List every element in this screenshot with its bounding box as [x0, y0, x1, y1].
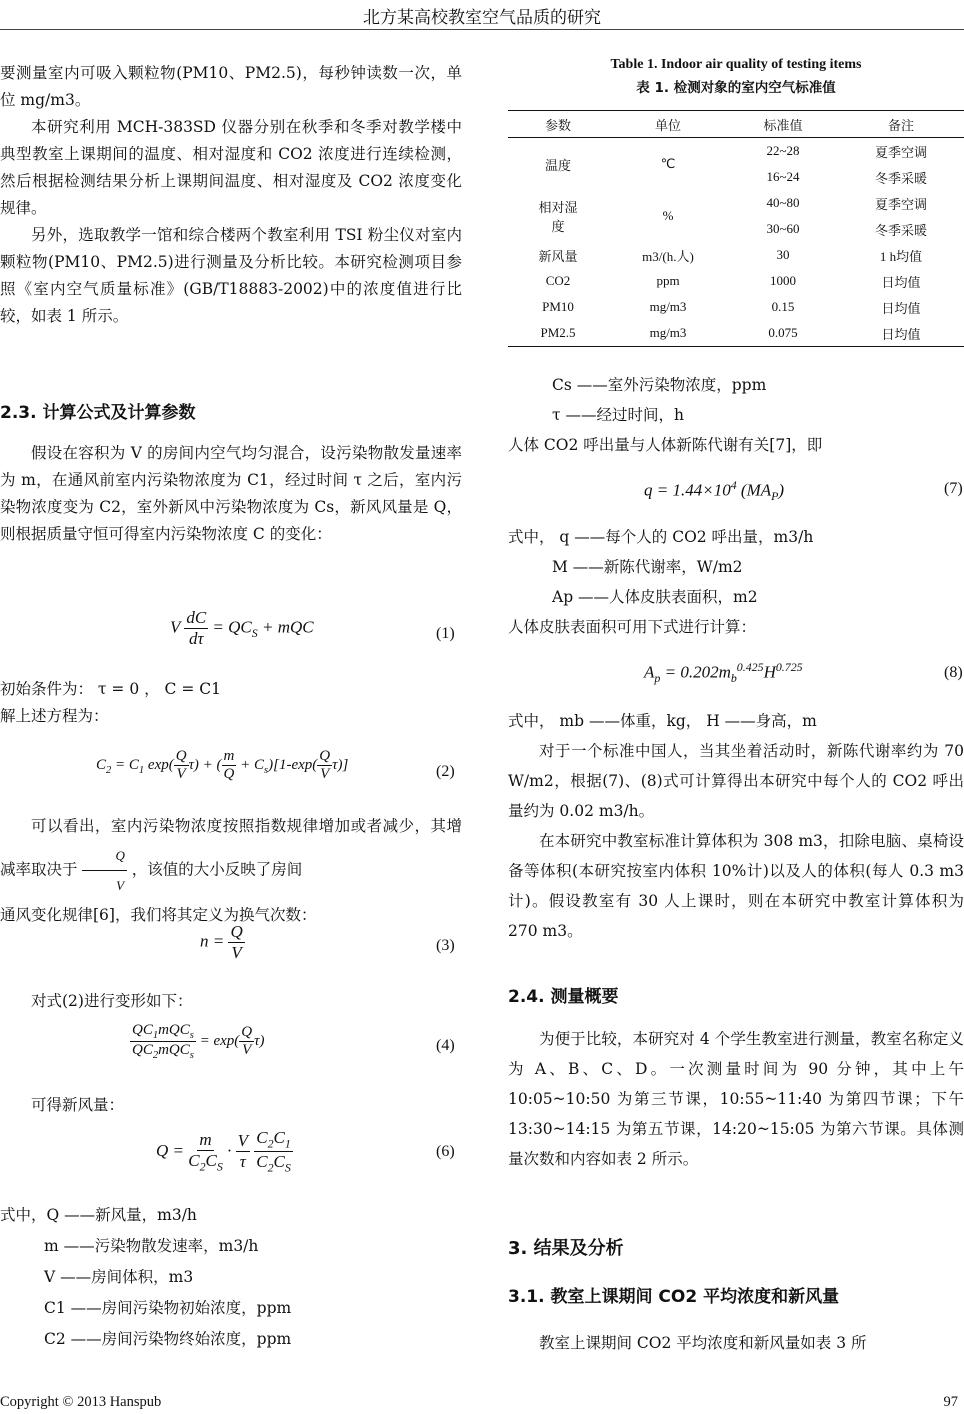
table-cell: PM10: [542, 299, 574, 314]
definition: C2 ——房间污染物终始浓度，ppm: [44, 1330, 292, 1348]
paragraph: 解上述方程为：: [0, 707, 109, 725]
paragraph: 对式(2)进行变形如下：: [31, 992, 193, 1010]
paragraph: 人体 CO2 呼出量与人体新陈代谢有关[7]，即: [508, 436, 823, 454]
equation-8: $A_p = 0.202m_b^{0.425}H^{0.725}$: [644, 660, 803, 686]
table-cell: 日均值: [881, 300, 921, 316]
table-cell: PM2.5: [540, 325, 576, 340]
fraction-q-v: $\frac{Q}{V}$: [82, 841, 126, 900]
definition: 式中，Q ——新风量，m3/h: [0, 1206, 197, 1224]
paragraph: 假设在容积为 V 的房间内空气均匀混合，设污染物散发量速率为 m，在通风前室内污染物浓度为 C1，经过时间 τ 之后，室内污染物浓度变为 C2，室外新风中污染物浓度为 Cs，新风风量是 Q，则根据质量守恒可得室内污染物浓度 C 的变化：: [0, 444, 462, 543]
table-cell: 日均值: [881, 274, 921, 290]
table-cell: 16~24: [766, 169, 800, 184]
equation-6: Q = $\frac{m}{C_2C_S}$ · $\frac{V}{\tau}$ $\frac{C_2C_1}{C_2C_S}$: [156, 1128, 291, 1175]
definition: C1 ——房间污染物初始浓度，ppm: [44, 1299, 292, 1317]
table-cell: 新风量: [538, 248, 578, 264]
table-caption-en: Table 1. Indoor air quality of testing items: [610, 57, 862, 72]
definition: Cs ——室外污染物浓度，ppm: [552, 376, 767, 394]
table-row: [508, 242, 964, 268]
paragraph: [0, 812, 462, 900]
definition: m ——污染物散发速率，m3/h: [44, 1237, 259, 1255]
table-cell: 冬季采暖: [874, 170, 927, 186]
definition: τ ——经过时间，h: [552, 406, 684, 424]
table-cell: CO2: [545, 273, 571, 288]
table-1: [508, 110, 964, 347]
equation-number: (6): [436, 1143, 455, 1160]
equation-1: V $\frac{dC}{d\tau}$ = $QC_S$ + mQC: [170, 608, 314, 648]
table-cell: 0.075: [768, 325, 798, 340]
left-column-3: [0, 676, 462, 730]
right-paragraphs-2: [508, 1024, 964, 1174]
header-cell: 参数: [544, 117, 571, 133]
equation-number: (3): [436, 937, 455, 954]
table-cell: %: [662, 208, 674, 223]
paragraph: 通风变化规律[6]，我们将其定义为换气次数：: [0, 906, 317, 924]
table-row: [508, 268, 964, 294]
right-definitions-1: [508, 370, 964, 460]
paragraph: 人体皮肤表面积可用下式进行计算：: [508, 618, 757, 636]
definition: M ——新陈代谢率，W/m2: [552, 558, 743, 576]
paragraph: 为便于比较，本研究对 4 个学生教室进行测量，教室名称定义为 A、B、C、D。一次测量时间为 90 分钟，其中上午 10:05~10:50 为第三节课，10:55~11:40 为第四节课；下午 13:30~14:15 为第五节课，14:20~15:05 为第六节课。具体测量次数和内容如表 2 所示。: [508, 1030, 964, 1168]
table-cell: 30~60: [766, 221, 800, 236]
text: 可以看出，室内污染物浓度按照指数规律增加或者减少，其增减率取决于: [0, 817, 462, 879]
table-cell: 1 h均值: [879, 248, 923, 264]
header-cell: 备注: [887, 117, 914, 133]
running-header: 北方某高校教室空气品质的研究: [363, 8, 601, 28]
right-paragraphs-3: [508, 1328, 964, 1358]
table-row: [508, 138, 964, 165]
table-cell: 相对湿度: [538, 200, 578, 234]
table-cell: mg/m3: [649, 299, 687, 314]
paragraph: 本研究利用 MCH-383SD 仪器分别在秋季和冬季对教学楼中典型教室上课期间的温度、相对湿度和 CO2 浓度进行连续检测，然后根据检测结果分析上课期间温度、相对湿度及 CO2 浓度变化规律。: [0, 118, 462, 217]
section-heading-3: 3. 结果及分析: [508, 1238, 624, 1259]
table-caption-cn: 表 1. 检测对象的室内空气标准值: [636, 80, 836, 96]
footer-copyright: Copyright © 2013 Hanspub: [0, 1394, 162, 1410]
left-column-4: [0, 812, 462, 929]
table-cell: m3/(h.人): [642, 248, 694, 264]
definition: 式中， q ——每个人的 CO2 呼出量，m3/h: [508, 528, 814, 546]
table-cell: 温度: [544, 157, 571, 173]
table-cell: 40~80: [766, 195, 800, 210]
right-paragraphs: [508, 706, 964, 946]
equation-number: (4): [436, 1037, 455, 1054]
definition: Ap ——人体皮肤表面积，m2: [552, 588, 758, 606]
left-column-6: [0, 1092, 462, 1119]
paragraph: 可得新风量：: [31, 1096, 125, 1114]
table-cell: 22~28: [766, 143, 800, 158]
symbol-definitions: [0, 1200, 462, 1355]
table-cell: 夏季空调: [874, 144, 927, 160]
section-heading-2-4: 2.4. 测量概要: [508, 987, 619, 1007]
table-cell: 1000: [770, 273, 796, 288]
table-cell: ppm: [656, 273, 680, 288]
definition: V ——房间体积，m3: [44, 1268, 194, 1286]
table-header-row: [508, 111, 964, 138]
left-column-5: [0, 988, 462, 1015]
equation-number: (7): [944, 480, 963, 497]
paragraph: 初始条件为： τ = 0 ， C = C1: [0, 680, 221, 698]
table-cell: 0.15: [771, 299, 795, 314]
definition: 式中， mb ——体重，kg， H ——身高，m: [508, 712, 817, 730]
right-definitions-2: [508, 522, 964, 642]
text: ，该值的大小反映了房间: [131, 860, 303, 879]
left-column: [0, 60, 462, 330]
table-cell: 夏季空调: [874, 196, 927, 212]
equation-number: (2): [436, 763, 455, 780]
header-cell: 单位: [654, 117, 681, 133]
table-cell: 冬季采暖: [874, 222, 927, 238]
paragraph: 在本研究中教室标准计算体积为 308 m3，扣除电脑、桌椅设备等体积(本研究按室内体积 10%计)以及人的体积(每人 0.3 m3 计)。假设教室有 30 人上课时，则在本研究中教室计算体积为 270 m3。: [508, 832, 964, 940]
table-row: [508, 320, 964, 347]
header-rule: [0, 29, 964, 30]
equation-number: (8): [944, 664, 963, 681]
table-cell: 30: [776, 247, 790, 262]
section-heading-2-3: 2.3. 计算公式及计算参数: [0, 403, 196, 423]
paragraph: 要测量室内可吸入颗粒物(PM10、PM2.5)，每秒钟读数一次，单位 mg/m3。: [0, 64, 462, 109]
header-cell: 标准值: [763, 117, 803, 133]
equation-4: $\frac{QC_1mQC_s}{QC_2mQC_s}$ = exp( $\frac{Q}{V}$ τ): [132, 1022, 265, 1061]
left-column-2: [0, 440, 462, 548]
footer-page-number: 97: [943, 1394, 958, 1410]
table-row: [508, 190, 964, 216]
equation-3: n = $\frac{Q}{V}$: [200, 922, 243, 962]
table-cell: ℃: [660, 156, 676, 171]
paragraph: 另外，选取教学一馆和综合楼两个教室利用 TSI 粉尘仪对室内颗粒物(PM10、PM2.5)进行测量及分析比较。本研究检测项目参照《室内空气质量标准》(GB/T18883-2002)中的浓度值进行比较，如表 1 所示。: [0, 226, 462, 325]
table-cell: 日均值: [881, 326, 921, 342]
equation-7: $q = 1.44\times 10^4$ $(MA_P)$: [644, 478, 785, 504]
equation-2: $C_2 = C_1$ exp( $\frac{Q}{V}$ τ) + ( $\frac{m}{Q}$ + $C_s)[1-\exp$( $\frac{Q}{V}$ τ)]: [96, 748, 349, 782]
section-heading-3-1: 3.1. 教室上课期间 CO2 平均浓度和新风量: [508, 1287, 840, 1307]
equation-number: (1): [436, 625, 455, 642]
table-row: [508, 294, 964, 320]
table-cell: mg/m3: [649, 325, 687, 340]
paragraph: 对于一个标准中国人，当其坐着活动时，新陈代谢率约为 70 W/m2，根据(7)、(8)式可计算得出本研究中每个人的 CO2 呼出量约为 0.02 m3/h。: [508, 742, 964, 820]
paragraph: 教室上课期间 CO2 平均浓度和新风量如表 3 所: [539, 1334, 867, 1352]
